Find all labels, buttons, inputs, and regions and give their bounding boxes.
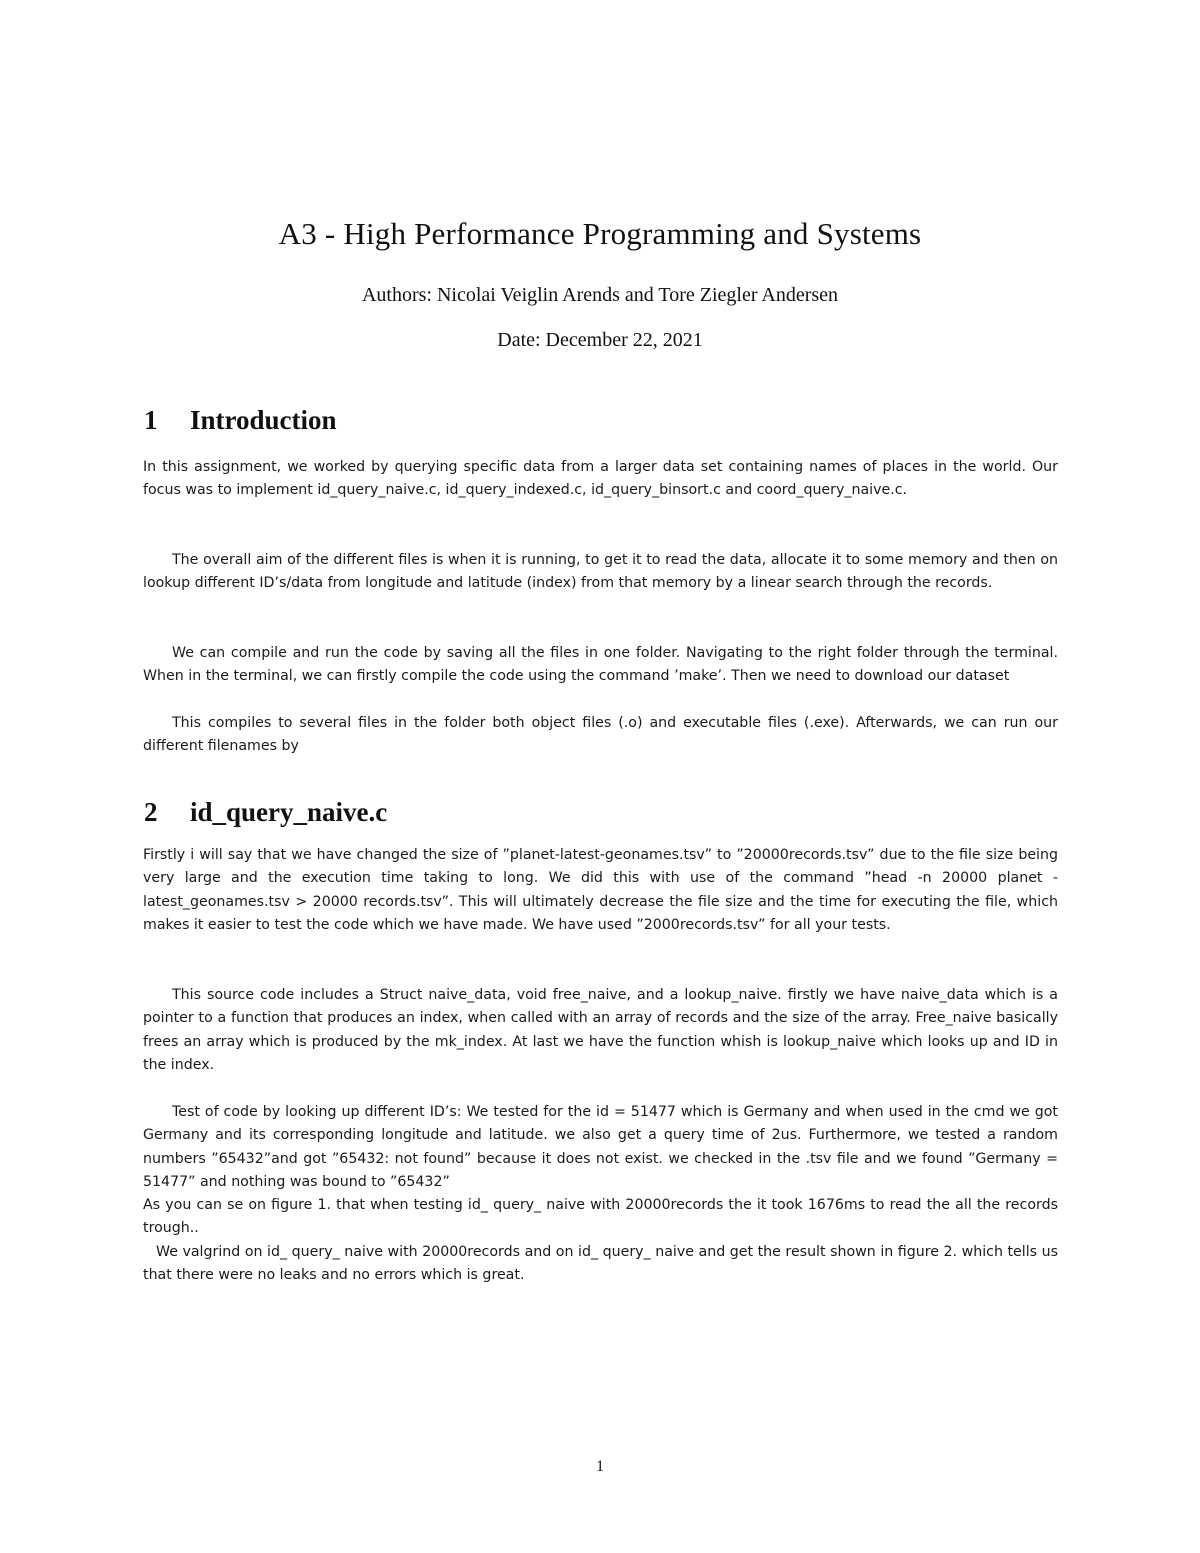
paragraph: Test of code by looking up different ID’s: We tested for the id = 51477 which is Germany and when used in the cmd we got Germany and its corresponding longitude and latitude. we also get a query time of 2us. Furthermore, we tested a random numbers ”65432”and got ”65432: not found” because it does not exist. we checked in the .tsv file and we found ”Germany = 51477” and nothing was bound to ”65432” <box>143 1104 1058 1190</box>
section-number: 1 <box>144 405 158 435</box>
document-date: Date: December 22, 2021 <box>497 329 703 351</box>
section-number: 2 <box>144 797 158 827</box>
section-heading-id-query-naive <box>144 795 387 829</box>
paragraph: Firstly i will say that we have changed the size of ”planet-latest-geonames.tsv” to ”20000records.tsv” due to the file size being very large and the execution time taking to long. We did this with use of the command ”head -n 20000 planet - latest_geonames.tsv > 20000 records.tsv”. This will ultimately decrease the file size and the time for executing the file, which makes it easier to test the code which we have made. We have used ”2000records.tsv” for all your tests. <box>143 847 1058 933</box>
section-title: id_query_naive.c <box>190 797 388 827</box>
section-title: Introduction <box>190 405 337 435</box>
paragraph: This compiles to several files in the folder both object files (.o) and executable files (.exe). Afterwards, we can run our different filenames by <box>143 715 1058 755</box>
paragraph: This source code includes a Struct naive_data, void free_naive, and a lookup_naive. firstly we have naive_data which is a pointer to a function that produces an index, when called with an array of records and the size of the array. Free_naive basically frees an array which is produced by the mk_index. At last we have the function whish is lookup_naive which looks up and ID in the index. <box>143 987 1058 1073</box>
document-title: A3 - High Performance Programming and Systems <box>278 216 922 251</box>
document-authors: Authors: Nicolai Veiglin Arends and Tore Ziegler Andersen <box>361 284 839 306</box>
section-heading-introduction <box>144 403 337 437</box>
page-number: 1 <box>596 1458 604 1475</box>
paragraph: As you can se on figure 1. that when testing id_ query_ naive with 20000records the it took 1676ms to read the all the records trough.. <box>143 1197 1058 1237</box>
paragraph: We valgrind on id_ query_ naive with 20000records and on id_ query_ naive and get the result shown in figure 2. which tells us that there were no leaks and no errors which is great. <box>143 1244 1058 1284</box>
paragraph: We can compile and run the code by saving all the files in one folder. Navigating to the right folder through the terminal. When in the terminal, we can firstly compile the code using the command ’make’. Then we need to download our dataset <box>143 645 1058 685</box>
paragraph: In this assignment, we worked by querying specific data from a larger data set containing names of places in the world. Our focus was to implement id_query_naive.c, id_query_indexed.c, id_query_binsort.c and coord_query_naive.c. <box>143 459 1058 499</box>
paragraph: The overall aim of the different files is when it is running, to get it to read the data, allocate it to some memory and then on lookup different ID’s/data from longitude and latitude (index) from that memory by a linear search through the records. <box>143 552 1058 592</box>
